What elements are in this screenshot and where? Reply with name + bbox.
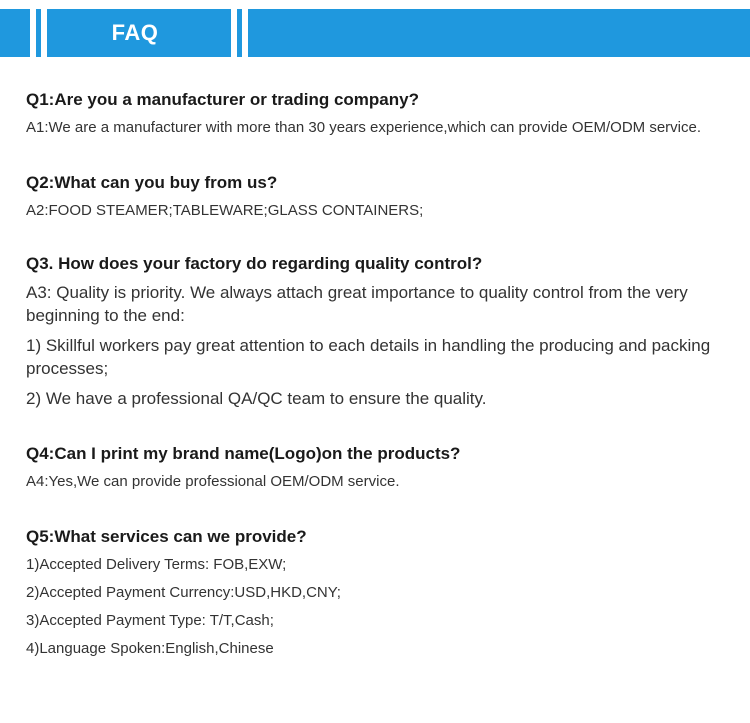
banner-segment xyxy=(237,9,242,57)
faq-answer: A2:FOOD STEAMER;TABLEWARE;GLASS CONTAINERS; xyxy=(26,202,424,219)
faq-question: Q4:Can I print my brand name(Logo)on the products? xyxy=(26,444,461,463)
faq-answer-line: 2) We have a professional QA/QC team to ensure the quality. xyxy=(26,389,487,408)
banner-segment xyxy=(0,9,30,57)
faq-answer-line: 4)Language Spoken:English,Chinese xyxy=(26,640,274,657)
faq-item-q4 xyxy=(26,444,738,492)
faq-header-banner xyxy=(0,9,750,57)
faq-item-q2 xyxy=(26,173,738,221)
faq-answer-line: A3: Quality is priority. We always attach great importance to quality control from the very beginning to the end: xyxy=(26,283,688,325)
faq-answer-line: 1) Skillful workers pay great attention to each details in handling the producing and packing processes; xyxy=(26,336,711,378)
faq-answer-line: 2)Accepted Payment Currency:USD,HKD,CNY; xyxy=(26,584,341,601)
faq-answer-line: 3)Accepted Payment Type: T/T,Cash; xyxy=(26,612,274,629)
faq-question: Q1:Are you a manufacturer or trading company? xyxy=(26,90,419,109)
banner-segment xyxy=(248,9,750,57)
faq-list xyxy=(26,90,738,666)
faq-question: Q5:What services can we provide? xyxy=(26,527,307,546)
faq-item-q3 xyxy=(26,254,738,410)
banner-segment xyxy=(36,9,41,57)
faq-item-q5 xyxy=(26,527,738,659)
faq-question: Q3. How does your factory do regarding quality control? xyxy=(26,254,483,273)
faq-item-q1 xyxy=(26,90,738,138)
page-title: FAQ xyxy=(111,20,159,45)
faq-answer: A1:We are a manufacturer with more than 30 years experience,which can provide OEM/ODM service. xyxy=(26,119,702,136)
faq-answer-line: 1)Accepted Delivery Terms: FOB,EXW; xyxy=(26,556,287,573)
faq-answer: A4:Yes,We can provide professional OEM/ODM service. xyxy=(26,473,400,490)
faq-question: Q2:What can you buy from us? xyxy=(26,173,278,192)
